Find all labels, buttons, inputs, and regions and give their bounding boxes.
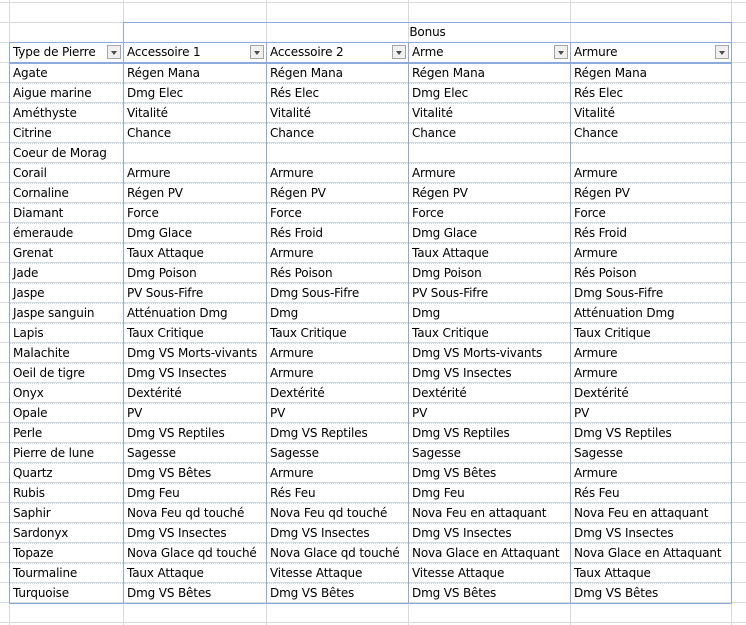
bonus-cell[interactable]: Dmg Glace xyxy=(409,224,571,244)
bonus-cell[interactable]: Armure xyxy=(267,164,409,184)
gem-name-cell[interactable]: Jaspe sanguin xyxy=(10,304,124,324)
table-row xyxy=(10,524,732,544)
bonus-cell[interactable]: Dmg VS Bêtes xyxy=(124,584,267,604)
table-row xyxy=(10,344,732,364)
bonus-cell[interactable]: Dmg Poison xyxy=(124,264,267,284)
gem-name-cell[interactable]: émeraude xyxy=(10,224,124,244)
bonus-cell[interactable]: Dmg Poison xyxy=(409,264,571,284)
table-row xyxy=(10,224,732,244)
bonus-cell[interactable]: Dmg xyxy=(267,304,409,324)
bonus-cell[interactable]: Dmg Elec xyxy=(124,84,267,104)
table-row xyxy=(10,324,732,344)
bonus-cell[interactable]: Régen PV xyxy=(571,184,732,204)
bonus-cell[interactable]: Dmg Glace xyxy=(124,224,267,244)
bonus-cell[interactable]: Dmg VS Morts-vivants xyxy=(124,344,267,364)
gem-name-cell[interactable]: Améthyste xyxy=(10,104,124,124)
bonus-cell[interactable]: PV Sous-Fifre xyxy=(409,284,571,304)
gem-name-cell[interactable]: Perle xyxy=(10,424,124,444)
bonus-cell[interactable]: Dmg VS Reptiles xyxy=(267,424,409,444)
bonus-cell[interactable]: PV xyxy=(267,404,409,424)
empty-cell[interactable] xyxy=(10,23,124,43)
bonus-cell[interactable]: Nova Feu en attaquant xyxy=(571,504,732,524)
bonus-cell[interactable]: PV xyxy=(571,404,732,424)
gem-name-cell[interactable]: Rubis xyxy=(10,484,124,504)
bonus-cell[interactable]: Rés Froid xyxy=(267,224,409,244)
header-label: Accessoire 1 xyxy=(127,45,201,59)
bonus-cell[interactable]: Nova Glace en Attaquant xyxy=(409,544,571,564)
bonus-cell[interactable]: Rés Feu xyxy=(267,484,409,504)
table-row xyxy=(10,544,732,564)
bonus-cell[interactable]: Dmg VS Insectes xyxy=(409,524,571,544)
bonus-cell[interactable]: Dmg VS Reptiles xyxy=(571,424,732,444)
bonus-cell[interactable]: Force xyxy=(124,204,267,224)
table-row xyxy=(10,124,732,144)
bonus-cell[interactable]: Dmg Sous-Fifre xyxy=(571,284,732,304)
bonus-cell[interactable]: Dmg VS Bêtes xyxy=(571,584,732,604)
bonus-cell[interactable]: Dmg Elec xyxy=(409,84,571,104)
bonus-cell[interactable]: Armure xyxy=(124,164,267,184)
header-label: Arme xyxy=(412,45,444,59)
bonus-cell[interactable]: PV Sous-Fifre xyxy=(124,284,267,304)
bonus-cell[interactable]: Taux Critique xyxy=(409,324,571,344)
bonus-cell[interactable]: Vitalité xyxy=(409,104,571,124)
bonus-cell[interactable] xyxy=(409,144,571,164)
table-row xyxy=(10,364,732,384)
gem-name-cell[interactable]: Sardonyx xyxy=(10,524,124,544)
bonus-cell[interactable]: Taux Attaque xyxy=(124,244,267,264)
gem-name-cell[interactable]: Saphir xyxy=(10,504,124,524)
bonus-cell[interactable]: Dmg xyxy=(409,304,571,324)
bonus-cell[interactable]: Vitesse Attaque xyxy=(409,564,571,584)
gridline xyxy=(0,622,746,623)
bonus-cell[interactable]: Taux Attaque xyxy=(571,564,732,584)
table-row xyxy=(10,284,732,304)
gem-name-cell[interactable]: Tourmaline xyxy=(10,564,124,584)
bonus-cell[interactable]: Régen PV xyxy=(267,184,409,204)
gem-bonus-table xyxy=(9,22,732,604)
bonus-cell[interactable]: Vitalité xyxy=(571,104,732,124)
gem-name-cell[interactable]: Jade xyxy=(10,264,124,284)
table-row xyxy=(10,584,732,604)
table-row xyxy=(10,104,732,124)
gem-name-cell[interactable]: Turquoise xyxy=(10,584,124,604)
bonus-cell[interactable] xyxy=(124,144,267,164)
header-type-de-pierre[interactable] xyxy=(10,43,124,64)
bonus-cell[interactable]: Dmg VS Insectes xyxy=(409,364,571,384)
gem-name-cell[interactable]: Coeur de Morag xyxy=(10,144,124,164)
bonus-cell[interactable]: Dextérité xyxy=(267,384,409,404)
gem-name-cell[interactable]: Citrine xyxy=(10,124,124,144)
bonus-cell[interactable]: Dmg VS Insectes xyxy=(571,524,732,544)
bonus-cell[interactable]: Armure xyxy=(267,364,409,384)
table-row xyxy=(10,504,732,524)
bonus-cell[interactable]: Dmg VS Reptiles xyxy=(409,424,571,444)
bonus-cell[interactable]: Dextérité xyxy=(124,384,267,404)
bonus-cell[interactable]: Vitalité xyxy=(124,104,267,124)
bonus-cell[interactable]: Vitesse Attaque xyxy=(267,564,409,584)
gem-name-cell[interactable]: Corail xyxy=(10,164,124,184)
gem-name-cell[interactable]: Jaspe xyxy=(10,284,124,304)
bonus-cell[interactable]: Dextérité xyxy=(571,384,732,404)
bonus-cell[interactable]: Régen PV xyxy=(409,184,571,204)
bonus-cell[interactable]: Dmg VS Reptiles xyxy=(124,424,267,444)
column-header-row xyxy=(10,43,732,64)
bonus-cell[interactable]: Taux Critique xyxy=(124,324,267,344)
bonus-cell[interactable]: Armure xyxy=(267,464,409,484)
table-row xyxy=(10,264,732,284)
table-row xyxy=(10,304,732,324)
table-row xyxy=(10,484,732,504)
bonus-cell[interactable]: Armure xyxy=(409,164,571,184)
bonus-cell[interactable]: Dmg Feu xyxy=(124,484,267,504)
filter-dropdown-icon[interactable] xyxy=(392,45,406,59)
bonus-cell[interactable]: Armure xyxy=(571,344,732,364)
header-arme[interactable] xyxy=(409,43,571,64)
bonus-cell[interactable]: Rés Froid xyxy=(571,224,732,244)
bonus-cell[interactable]: Rés Elec xyxy=(267,84,409,104)
bonus-group-header[interactable]: Bonus xyxy=(124,23,732,43)
bonus-cell[interactable]: Régen PV xyxy=(124,184,267,204)
bonus-cell[interactable]: Armure xyxy=(571,164,732,184)
bonus-cell[interactable]: Force xyxy=(409,204,571,224)
table-row xyxy=(10,84,732,104)
gem-name-cell[interactable]: Agate xyxy=(10,63,124,84)
bonus-cell[interactable]: PV xyxy=(409,404,571,424)
bonus-cell[interactable]: Rés Elec xyxy=(571,84,732,104)
bonus-cell[interactable]: Régen Mana xyxy=(267,63,409,84)
header-label: Accessoire 2 xyxy=(270,45,344,59)
filter-dropdown-icon[interactable] xyxy=(554,45,568,59)
bonus-cell[interactable]: Armure xyxy=(267,244,409,264)
bonus-cell[interactable]: Régen Mana xyxy=(124,63,267,84)
bonus-cell[interactable] xyxy=(267,144,409,164)
bonus-cell[interactable]: Régen Mana xyxy=(571,63,732,84)
gridline xyxy=(0,2,746,3)
table-row xyxy=(10,564,732,584)
table-row xyxy=(10,63,732,84)
table-row xyxy=(10,444,732,464)
bonus-cell[interactable]: Nova Glace qd touché xyxy=(124,544,267,564)
bonus-cell[interactable]: Chance xyxy=(124,124,267,144)
bonus-cell[interactable]: Nova Feu en attaquant xyxy=(409,504,571,524)
group-header-row xyxy=(10,23,732,43)
bonus-cell[interactable]: Armure xyxy=(571,364,732,384)
table-row xyxy=(10,404,732,424)
bonus-cell[interactable]: Rés Feu xyxy=(571,484,732,504)
bonus-cell[interactable]: Armure xyxy=(571,464,732,484)
bonus-cell[interactable]: Armure xyxy=(571,244,732,264)
bonus-cell[interactable]: Chance xyxy=(409,124,571,144)
bonus-cell[interactable]: Dmg VS Insectes xyxy=(267,524,409,544)
header-accessoire-1[interactable] xyxy=(124,43,267,64)
bonus-cell[interactable]: Dmg VS Insectes xyxy=(124,364,267,384)
bonus-cell[interactable] xyxy=(571,144,732,164)
bonus-cell[interactable]: Nova Feu qd touché xyxy=(267,504,409,524)
gem-name-cell[interactable]: Pierre de lune xyxy=(10,444,124,464)
gem-name-cell[interactable]: Opale xyxy=(10,404,124,424)
gem-name-cell[interactable]: Lapis xyxy=(10,324,124,344)
bonus-cell[interactable]: Armure xyxy=(267,344,409,364)
table-row xyxy=(10,244,732,264)
table-row xyxy=(10,184,732,204)
header-label: Armure xyxy=(574,45,618,59)
table-row xyxy=(10,164,732,184)
filter-dropdown-icon[interactable] xyxy=(107,45,121,59)
gem-name-cell[interactable]: Grenat xyxy=(10,244,124,264)
bonus-cell[interactable]: Atténuation Dmg xyxy=(124,304,267,324)
bonus-cell[interactable]: Dmg VS Bêtes xyxy=(124,464,267,484)
gem-name-cell[interactable]: Oeil de tigre xyxy=(10,364,124,384)
table-row xyxy=(10,384,732,404)
header-accessoire-2[interactable] xyxy=(267,43,409,64)
bonus-cell[interactable]: Rés Poison xyxy=(571,264,732,284)
bonus-cell[interactable]: Chance xyxy=(267,124,409,144)
bonus-cell[interactable]: Nova Feu qd touché xyxy=(124,504,267,524)
gem-name-cell[interactable]: Diamant xyxy=(10,204,124,224)
gem-name-cell[interactable]: Topaze xyxy=(10,544,124,564)
bonus-cell[interactable]: Chance xyxy=(571,124,732,144)
bonus-cell[interactable]: Atténuation Dmg xyxy=(571,304,732,324)
gem-name-cell[interactable]: Cornaline xyxy=(10,184,124,204)
bonus-cell[interactable]: Rés Poison xyxy=(267,264,409,284)
bonus-cell[interactable]: Nova Glace qd touché xyxy=(267,544,409,564)
bonus-cell[interactable]: Dmg VS Bêtes xyxy=(267,584,409,604)
table-row xyxy=(10,464,732,484)
bonus-cell[interactable]: Vitalité xyxy=(267,104,409,124)
filter-dropdown-icon[interactable] xyxy=(250,45,264,59)
bonus-cell[interactable]: Taux Attaque xyxy=(409,244,571,264)
bonus-cell[interactable]: Taux Critique xyxy=(267,324,409,344)
bonus-cell[interactable]: Dmg VS Bêtes xyxy=(409,464,571,484)
bonus-cell[interactable]: Nova Glace en Attaquant xyxy=(571,544,732,564)
gem-name-cell[interactable]: Malachite xyxy=(10,344,124,364)
table-row xyxy=(10,204,732,224)
bonus-cell[interactable]: PV xyxy=(124,404,267,424)
header-label: Type de Pierre xyxy=(13,45,96,59)
bonus-cell[interactable]: Sagesse xyxy=(267,444,409,464)
gem-name-cell[interactable]: Aigue marine xyxy=(10,84,124,104)
gem-name-cell[interactable]: Quartz xyxy=(10,464,124,484)
bonus-cell[interactable]: Dmg VS Insectes xyxy=(124,524,267,544)
table-row xyxy=(10,424,732,444)
bonus-cell[interactable]: Force xyxy=(571,204,732,224)
header-armure[interactable] xyxy=(571,43,732,64)
bonus-cell[interactable]: Dmg Sous-Fifre xyxy=(267,284,409,304)
bonus-cell[interactable]: Dextérité xyxy=(409,384,571,404)
bonus-cell[interactable]: Dmg VS Bêtes xyxy=(409,584,571,604)
bonus-cell[interactable]: Sagesse xyxy=(571,444,732,464)
bonus-cell[interactable]: Taux Critique xyxy=(571,324,732,344)
bonus-cell[interactable]: Sagesse xyxy=(409,444,571,464)
bonus-cell[interactable]: Taux Attaque xyxy=(124,564,267,584)
bonus-cell[interactable]: Sagesse xyxy=(124,444,267,464)
table-row xyxy=(10,144,732,164)
bonus-cell[interactable]: Dmg Feu xyxy=(409,484,571,504)
filter-dropdown-icon[interactable] xyxy=(715,45,729,59)
gem-name-cell[interactable]: Onyx xyxy=(10,384,124,404)
bonus-cell[interactable]: Régen Mana xyxy=(409,63,571,84)
bonus-cell[interactable]: Force xyxy=(267,204,409,224)
bonus-cell[interactable]: Dmg VS Morts-vivants xyxy=(409,344,571,364)
